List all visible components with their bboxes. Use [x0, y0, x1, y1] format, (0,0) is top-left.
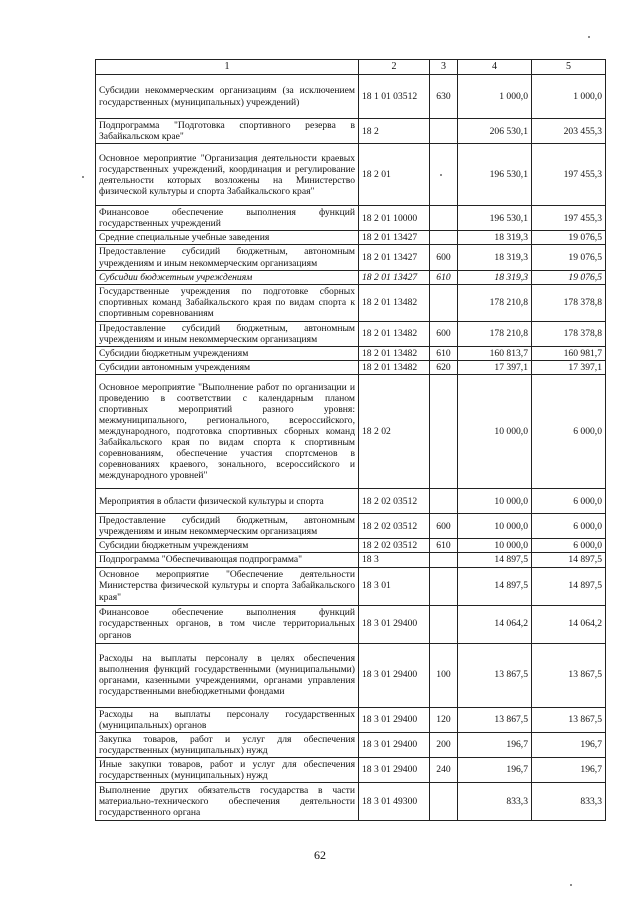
row-value-col4: 833,3 — [458, 783, 532, 821]
row-expense-type — [430, 553, 458, 567]
row-name: Основное мероприятие "Организация деятельности краевых государственных учреждений, координация и регулирование деятельности которых возложены на Министерство физической культуры и спорта Забайкальского края" — [96, 144, 359, 206]
row-expense-type: 120 — [430, 707, 458, 732]
row-value-col4: 196 530,1 — [458, 206, 532, 231]
row-name: Государственные учреждения по подготовке сборных спортивных команд Забайкальского края по видам спорта к спортивным соревнованиям — [96, 284, 359, 321]
scan-speck — [588, 36, 590, 38]
row-name: Иные закупки товаров, работ и услуг для обеспечения государственных (муниципальных) нужд — [96, 757, 359, 782]
row-expense-type: 620 — [430, 361, 458, 375]
row-code: 18 3 01 29400 — [359, 732, 430, 757]
row-expense-type: 100 — [430, 643, 458, 707]
scan-speck — [82, 176, 84, 178]
row-value-col5: 196,7 — [532, 757, 606, 782]
row-value-col4: 10 000,0 — [458, 375, 532, 489]
row-value-col4: 196,7 — [458, 732, 532, 757]
row-expense-type: 630 — [430, 75, 458, 119]
table-row — [96, 783, 606, 821]
row-value-col5: 178 378,8 — [532, 284, 606, 321]
row-expense-type — [430, 119, 458, 144]
row-value-col5: 6 000,0 — [532, 539, 606, 553]
row-code: 18 2 01 13482 — [359, 321, 430, 346]
row-code: 18 1 01 03512 — [359, 75, 430, 119]
row-expense-type: 600 — [430, 245, 458, 270]
row-value-col5: 19 076,5 — [532, 270, 606, 284]
table-row — [96, 245, 606, 270]
row-value-col5: 6 000,0 — [532, 375, 606, 489]
column-header: 5 — [532, 60, 606, 75]
row-value-col4: 1 000,0 — [458, 75, 532, 119]
row-code: 18 3 01 — [359, 567, 430, 605]
row-code: 18 2 — [359, 119, 430, 144]
row-value-col5: 1 000,0 — [532, 75, 606, 119]
table-row — [96, 757, 606, 782]
table-row — [96, 489, 606, 514]
table-row — [96, 144, 606, 206]
row-value-col4: 10 000,0 — [458, 539, 532, 553]
column-header: 1 — [96, 60, 359, 75]
row-name: Основное мероприятие "Обеспечение деятельности Министерства физической культуры и спорта Забайкальского края" — [96, 567, 359, 605]
table-row — [96, 321, 606, 346]
row-expense-type — [430, 144, 458, 206]
row-expense-type — [430, 605, 458, 643]
row-code: 18 3 — [359, 553, 430, 567]
row-code: 18 2 01 13482 — [359, 361, 430, 375]
row-value-col5: 19 076,5 — [532, 245, 606, 270]
row-name: Предоставление субсидий бюджетным, автономным учреждениям и иным некоммерческим организациям — [96, 321, 359, 346]
row-value-col5: 197 455,3 — [532, 144, 606, 206]
row-value-col4: 160 813,7 — [458, 346, 532, 360]
row-value-col5: 203 455,3 — [532, 119, 606, 144]
row-expense-type — [430, 375, 458, 489]
row-code: 18 2 02 03512 — [359, 514, 430, 539]
row-code: 18 2 01 13482 — [359, 284, 430, 321]
row-expense-type: 610 — [430, 270, 458, 284]
row-value-col4: 196,7 — [458, 757, 532, 782]
table-row — [96, 361, 606, 375]
row-value-col5: 6 000,0 — [532, 489, 606, 514]
row-value-col5: 14 897,5 — [532, 553, 606, 567]
table-row — [96, 375, 606, 489]
table-row — [96, 346, 606, 360]
row-expense-type: 600 — [430, 321, 458, 346]
row-code: 18 3 01 29400 — [359, 643, 430, 707]
row-name: Предоставление субсидий бюджетным, автономным учреждениям и иным некоммерческим организациям — [96, 245, 359, 270]
row-expense-type: 610 — [430, 539, 458, 553]
row-name: Субсидии бюджетным учреждениям — [96, 539, 359, 553]
row-value-col5: 13 867,5 — [532, 707, 606, 732]
row-value-col5: 14 897,5 — [532, 567, 606, 605]
row-value-col4: 14 897,5 — [458, 567, 532, 605]
row-expense-type: 610 — [430, 346, 458, 360]
row-value-col5: 6 000,0 — [532, 514, 606, 539]
row-value-col5: 17 397,1 — [532, 361, 606, 375]
row-expense-type — [430, 783, 458, 821]
table-row — [96, 643, 606, 707]
row-code: 18 2 01 13427 — [359, 231, 430, 245]
scan-speck — [440, 174, 442, 176]
row-expense-type: 600 — [430, 514, 458, 539]
table-row — [96, 707, 606, 732]
row-name: Финансовое обеспечение выполнения функций государственных органов, в том числе территориальных органов — [96, 605, 359, 643]
row-name: Финансовое обеспечение выполнения функций государственных учреждений — [96, 206, 359, 231]
row-code: 18 2 02 — [359, 375, 430, 489]
row-code: 18 2 01 13427 — [359, 245, 430, 270]
table-row — [96, 553, 606, 567]
column-header: 4 — [458, 60, 532, 75]
row-value-col5: 160 981,7 — [532, 346, 606, 360]
row-name: Расходы на выплаты персоналу государственных (муниципальных) органов — [96, 707, 359, 732]
row-value-col4: 18 319,3 — [458, 245, 532, 270]
row-value-col4: 178 210,8 — [458, 321, 532, 346]
row-value-col4: 14 897,5 — [458, 553, 532, 567]
table-row — [96, 539, 606, 553]
row-expense-type — [430, 231, 458, 245]
row-value-col4: 10 000,0 — [458, 489, 532, 514]
row-expense-type — [430, 206, 458, 231]
row-value-col5: 14 064,2 — [532, 605, 606, 643]
row-value-col5: 13 867,5 — [532, 643, 606, 707]
row-value-col4: 13 867,5 — [458, 707, 532, 732]
row-value-col4: 18 319,3 — [458, 270, 532, 284]
row-value-col5: 197 455,3 — [532, 206, 606, 231]
row-name: Субсидии бюджетным учреждениям — [96, 346, 359, 360]
row-code: 18 3 01 29400 — [359, 707, 430, 732]
table-header-row — [96, 60, 606, 75]
row-name: Субсидии бюджетным учреждениям — [96, 270, 359, 284]
row-expense-type — [430, 284, 458, 321]
row-value-col4: 18 319,3 — [458, 231, 532, 245]
row-value-col4: 17 397,1 — [458, 361, 532, 375]
row-name: Закупка товаров, работ и услуг для обеспечения государственных (муниципальных) нужд — [96, 732, 359, 757]
row-name: Выполнение других обязательств государства в части материально-технического обеспечения деятельности государственного органа — [96, 783, 359, 821]
row-name: Мероприятия в области физической культуры и спорта — [96, 489, 359, 514]
row-value-col4: 14 064,2 — [458, 605, 532, 643]
row-value-col4: 178 210,8 — [458, 284, 532, 321]
budget-table — [95, 59, 606, 821]
row-name: Расходы на выплаты персоналу в целях обеспечения выполнения функций государственными (муниципальными) органами, казенными учреждениями, органами управления государственными внебюджетными фондами — [96, 643, 359, 707]
table-row — [96, 605, 606, 643]
table-row — [96, 514, 606, 539]
table-row — [96, 206, 606, 231]
table-row — [96, 75, 606, 119]
row-value-col4: 10 000,0 — [458, 514, 532, 539]
row-name: Предоставление субсидий бюджетным, автономным учреждениям и иным некоммерческим организациям — [96, 514, 359, 539]
table-row — [96, 231, 606, 245]
row-code: 18 2 01 13427 — [359, 270, 430, 284]
column-header: 3 — [430, 60, 458, 75]
row-code: 18 2 01 10000 — [359, 206, 430, 231]
table-row — [96, 284, 606, 321]
row-value-col5: 178 378,8 — [532, 321, 606, 346]
row-expense-type — [430, 489, 458, 514]
row-name: Подпрограмма "Обеспечивающая подпрограмма" — [96, 553, 359, 567]
row-expense-type: 200 — [430, 732, 458, 757]
row-code: 18 2 02 03512 — [359, 539, 430, 553]
row-name: Подпрограмма "Подготовка спортивного резерва в Забайкальском крае" — [96, 119, 359, 144]
table-row — [96, 732, 606, 757]
row-value-col4: 13 867,5 — [458, 643, 532, 707]
scan-speck — [570, 884, 572, 886]
row-expense-type: 240 — [430, 757, 458, 782]
row-value-col4: 196 530,1 — [458, 144, 532, 206]
row-name: Субсидии автономным учреждениям — [96, 361, 359, 375]
row-code: 18 2 01 — [359, 144, 430, 206]
row-value-col4: 206 530,1 — [458, 119, 532, 144]
table-row — [96, 270, 606, 284]
row-value-col5: 196,7 — [532, 732, 606, 757]
row-code: 18 2 02 03512 — [359, 489, 430, 514]
row-code: 18 3 01 49300 — [359, 783, 430, 821]
row-code: 18 3 01 29400 — [359, 605, 430, 643]
page-number: 62 — [314, 848, 326, 862]
row-value-col5: 19 076,5 — [532, 231, 606, 245]
row-value-col5: 833,3 — [532, 783, 606, 821]
row-name: Основное мероприятие "Выполнение работ по организации и проведению в соответствии с календарным планом спортивных мероприятий разного уровня: межмуниципального, регионального, всероссийского, международного, подготовка спортивных сборных команд Забайкальского края по видам спорта к спортивным соревнованиям, обеспечение участия спортсменов в соревнованиях краевого, зонального, всероссийского и международного уровней" — [96, 375, 359, 489]
column-header: 2 — [359, 60, 430, 75]
row-name: Средние специальные учебные заведения — [96, 231, 359, 245]
row-code: 18 3 01 29400 — [359, 757, 430, 782]
table-row — [96, 567, 606, 605]
row-code: 18 2 01 13482 — [359, 346, 430, 360]
row-expense-type — [430, 567, 458, 605]
table-row — [96, 119, 606, 144]
row-name: Субсидии некоммерческим организациям (за исключением государственных (муниципальных) учреждений) — [96, 75, 359, 119]
